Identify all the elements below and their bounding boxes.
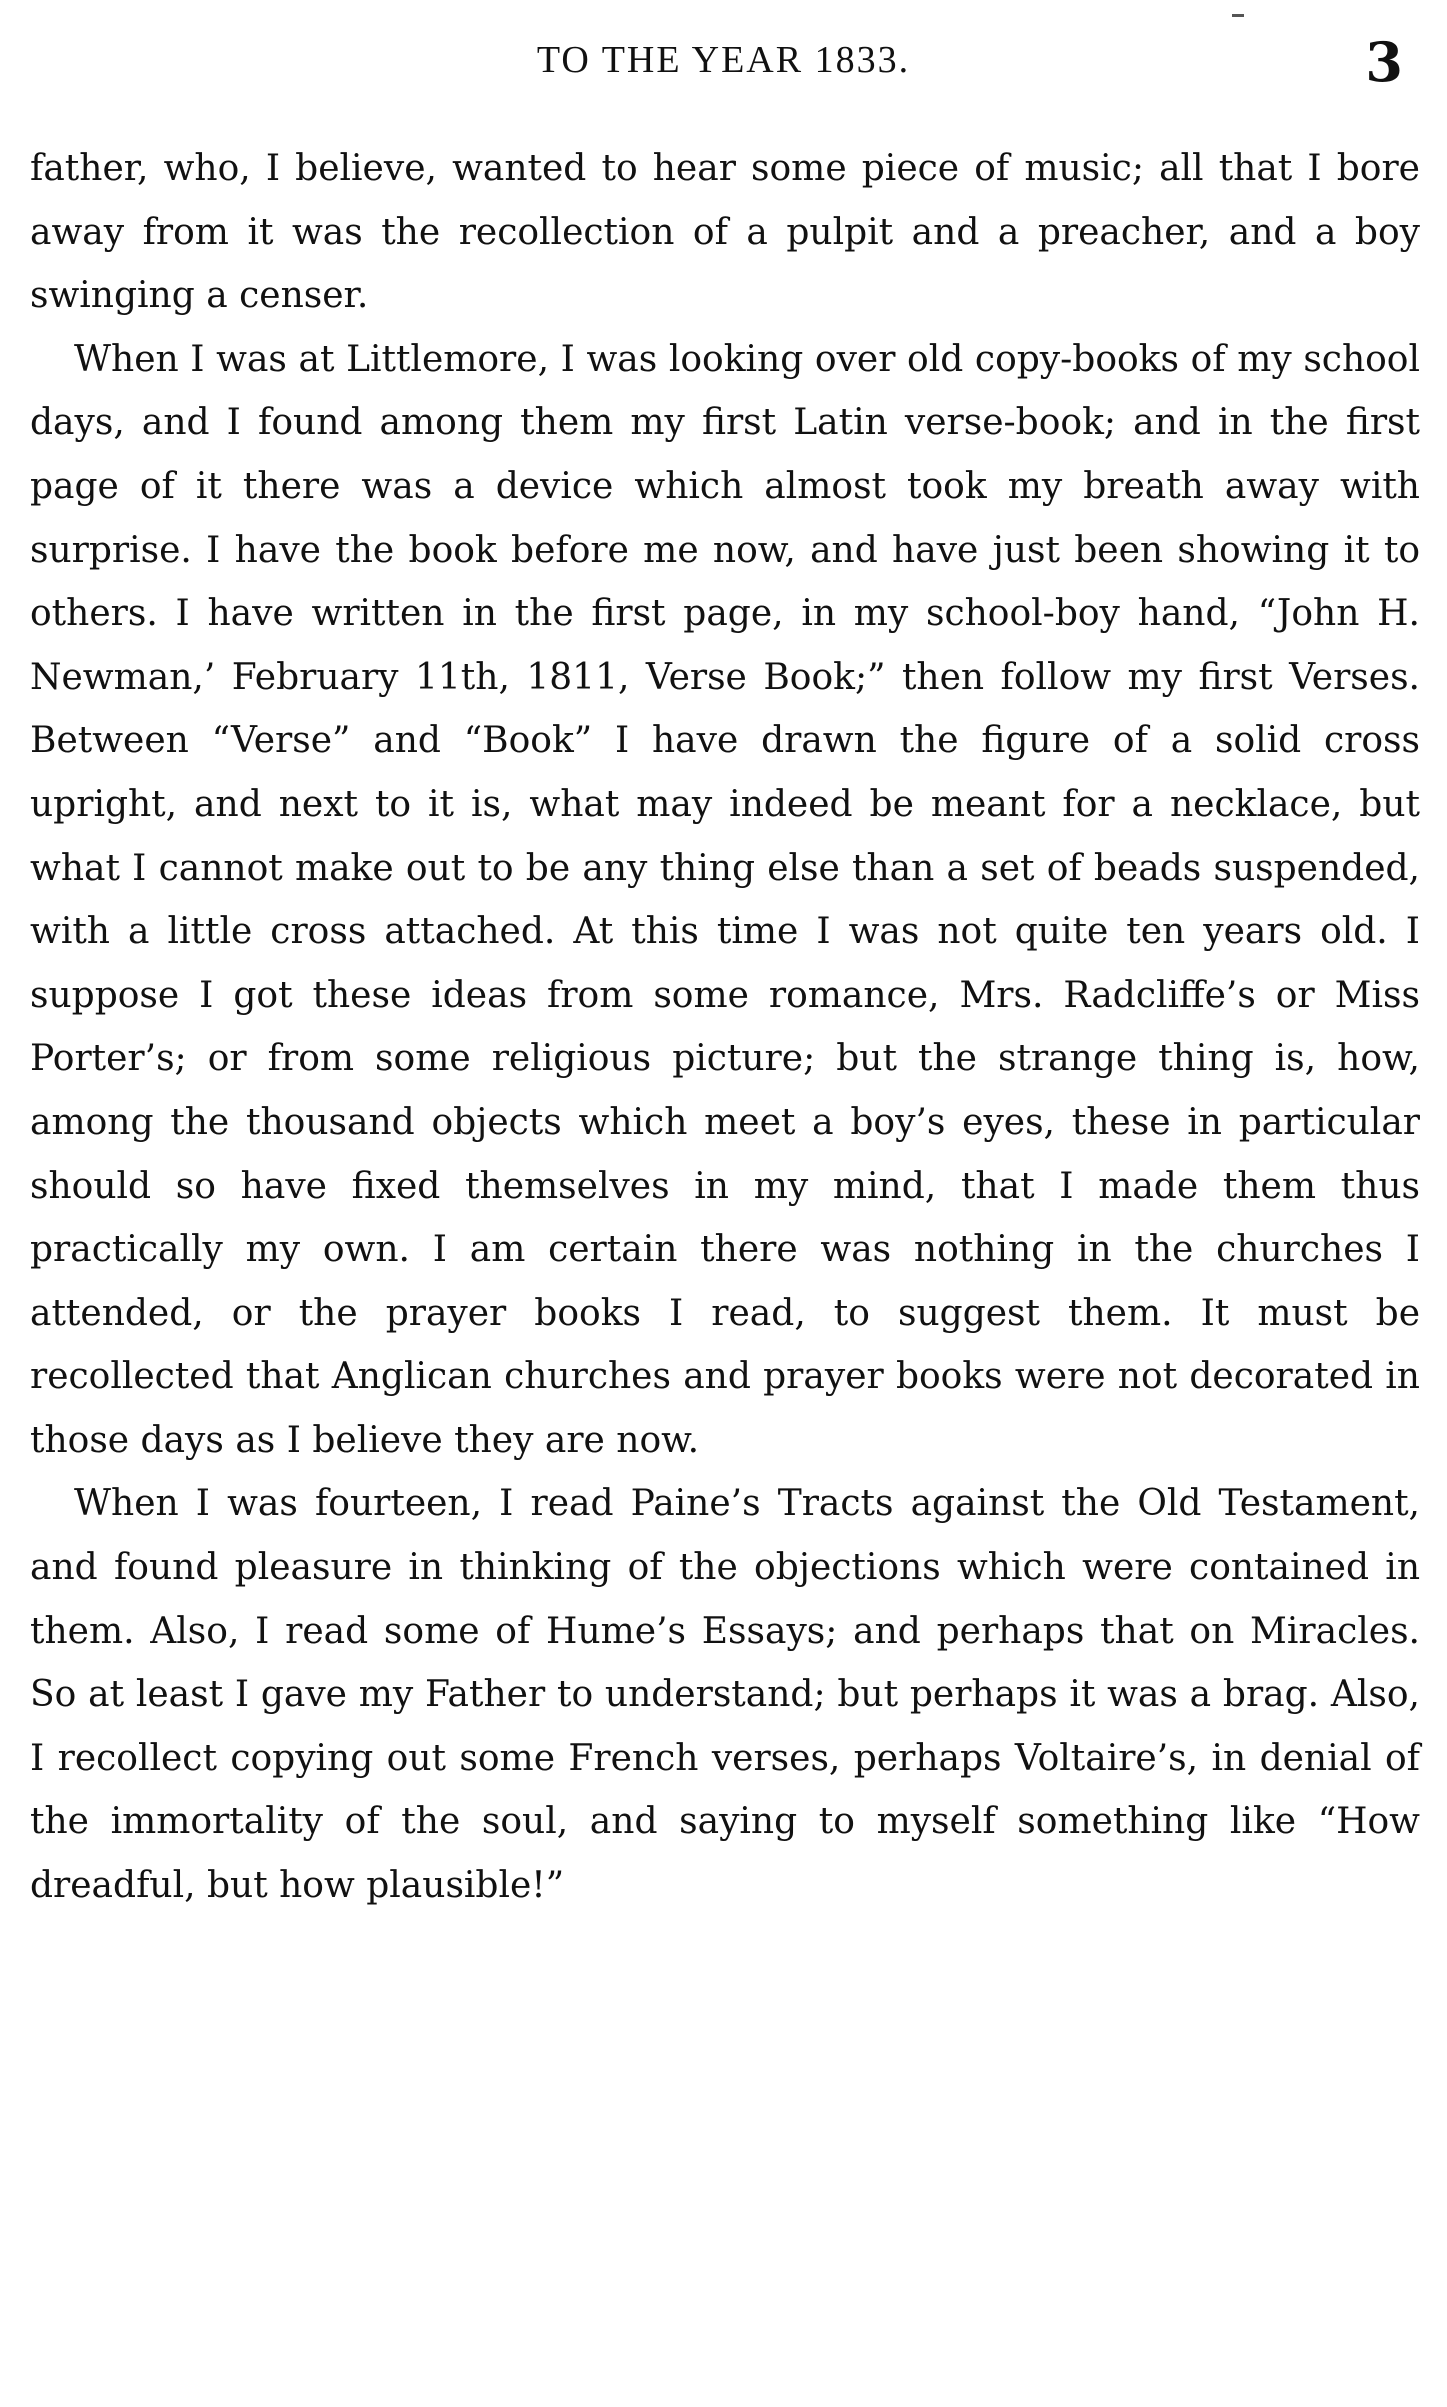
running-title: TO THE YEAR 1833. (536, 39, 911, 81)
page-number: 3 (1365, 30, 1403, 94)
body-text (30, 137, 1420, 1918)
paragraph-fourteen: When I was fourteen, I read Paine’s Tracts against the Old Testament, and found pleasure in thinking of the objections which were contained in them. Also, I read some of Hume’s Essays; and perhaps that on Miracles. So at least I gave my Father to understand; but perhaps it was a brag. Also, I recollect copying out some French verses, perhaps Voltaire’s, in denial of the immortality of the soul, and saying to myself something like “How dreadful, but how plausible!” (30, 1483, 1420, 1907)
paragraph-littlemore: When I was at Littlemore, I was looking over old copy-books of my school days, and I found among them my first Latin verse-book; and in the first page of it there was a device which almost took my breath away with surprise. I have the book before me now, and have just been showing it to others. I have written in the first page, in my school-boy hand, “John H. Newman,’ February 11th, 1811, Verse Book;” then follow my first Verses. Between “Verse” and “Book” I have drawn the figure of a solid cross upright, and next to it is, what may indeed be meant for a necklace, but what I cannot make out to be any thing else than a set of beads suspended, with a little cross attached. At this time I was not quite ten years old. I suppose I got these ideas from some romance, Mrs. Radcliffe’s or Miss Porter’s; or from some religious picture; but the strange thing is, how, among the thousand objects which meet a boy’s eyes, these in particular should so have fixed themselves in my mind, that I made them thus practically my own. I am certain there was nothing in the churches I attended, or the prayer books I read, to suggest them. It must be recollected that Anglican churches and prayer books were not decorated in those days as I believe they are now. (30, 338, 1420, 1461)
print-mark (1232, 14, 1244, 17)
paragraph-continued: father, who, I believe, wanted to hear some piece of music; all that I bore away from it was the recollection of a pulpit and a preacher, and a boy swinging a censer. (30, 148, 1420, 317)
running-head (0, 30, 1447, 100)
